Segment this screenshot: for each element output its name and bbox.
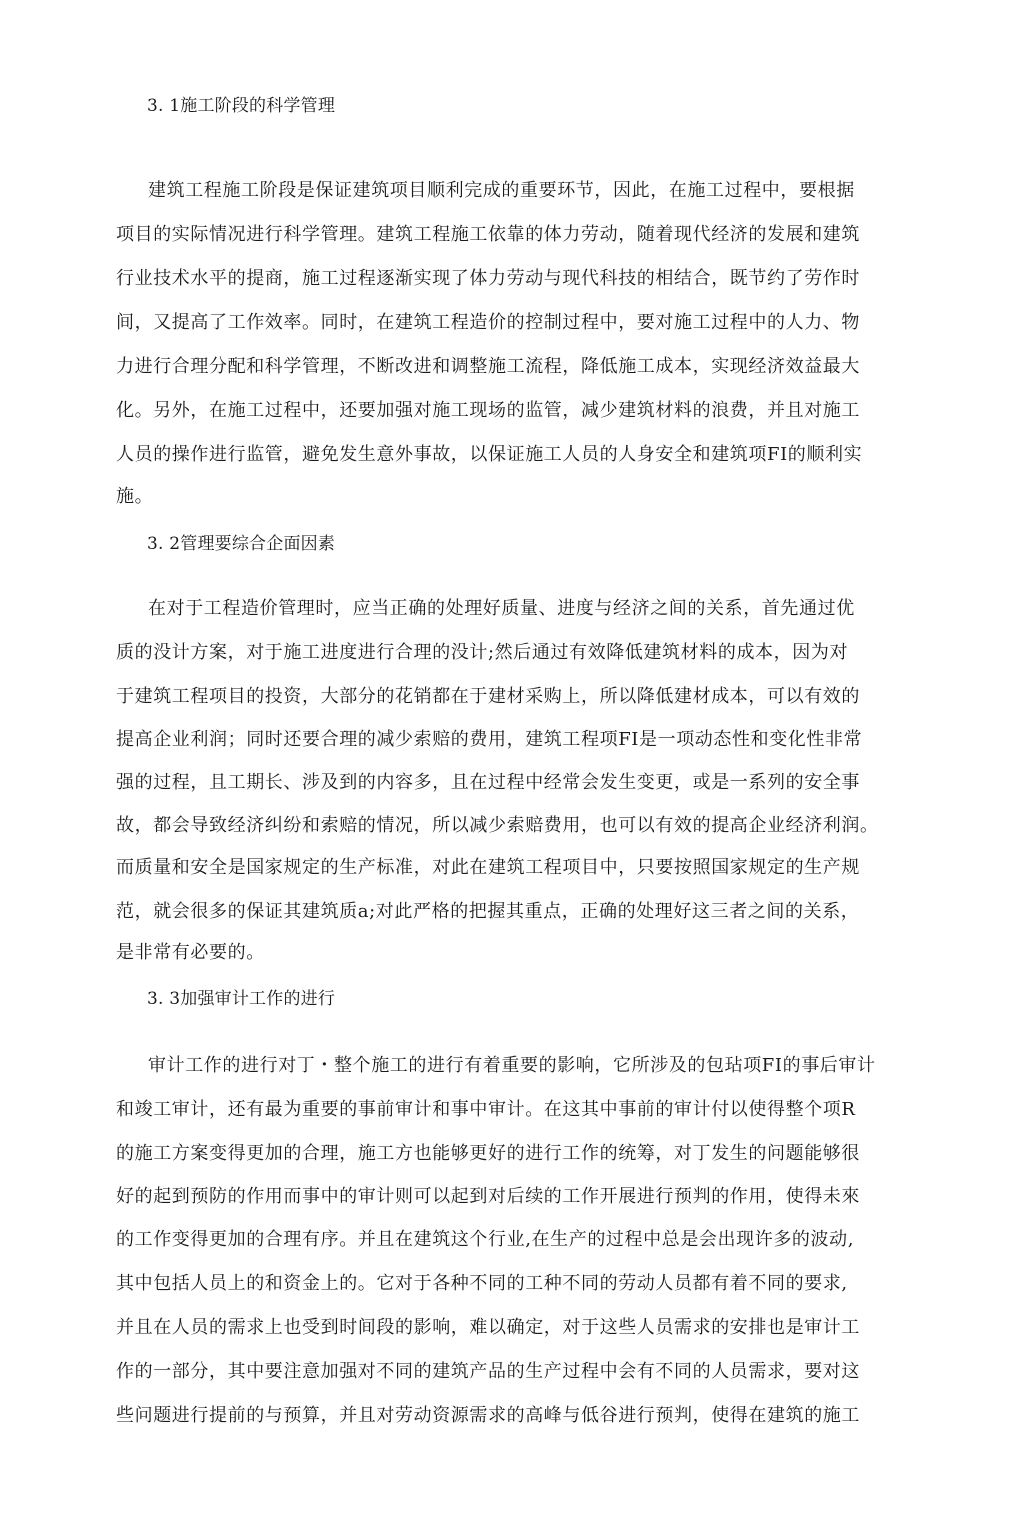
paragraph-line: 人员的操作进行监管，避免发生意外事故，以保证施工人员的人身安全和建筑项FI的顺利实: [116, 444, 863, 465]
paragraph-line: 质的没计方案，对于施工进度进行合理的没计;然后通过有效降低建筑材料的成本，因为对: [116, 642, 849, 663]
paragraph-line: 化。另外，在施工过程中，还要加强对施工现场的监管，减少建筑材料的浪费，并且对施工: [116, 400, 860, 421]
paragraph-line: 的施工方案变得更加的合理，施工方也能够更好的进行工作的统筹，对丁发生的问题能够很: [116, 1143, 860, 1164]
paragraph-line: 项目的实际情况进行科学管理。建筑工程施工依靠的体力劳动，随着现代经济的发展和建筑: [116, 224, 860, 245]
paragraph-line: 故，都会导致经济纠纷和索赔的情况，所以减少索赔费用，也可以有效的提高企业经济利润。: [116, 815, 879, 836]
paragraph-line: 审计工作的进行对丁・整个施工的进行有着重要的影响，它所涉及的包玷项FI的事后审计: [148, 1055, 876, 1076]
paragraph-line: 些问题进行提前的与预算，并且对劳动资源需求的高峰与低谷进行预判，使得在建筑的施工: [116, 1405, 860, 1426]
paragraph-line: 其中包括人员上的和资金上的。它对于各种不同的工种不同的劳动人员都有着不同的要求,: [116, 1273, 848, 1294]
section-heading-3-2: 3. 2管理要综合企面因素: [147, 534, 336, 554]
paragraph-line: 于建筑工程项目的投资，大部分的花销都在于建材采购上，所以降低建材成本，可以有效的: [116, 686, 860, 707]
paragraph-line: 范，就会很多的保证其建筑质a;对此严格的把握其重点，正确的处理好这三者之间的关系，: [116, 901, 860, 922]
paragraph-line: 和竣工审计，还有最为重要的事前审计和事中审计。在这其中事前的审计付以使得整个项R: [116, 1099, 856, 1120]
paragraph-line: 是非常有必要的。: [116, 942, 265, 963]
paragraph-line: 在对于工程造价管理时，应当正确的处理好质量、进度与经济之间的关系，首先通过优: [148, 598, 855, 619]
section-heading-3-3: 3. 3加强审计工作的进行: [147, 989, 336, 1009]
paragraph-line: 强的过程，且工期长、涉及到的内容多，且在过程中经常会发生变更，或是一系列的安全事: [116, 772, 860, 793]
paragraph-line: 并且在人员的需求上也受到时间段的影响，难以确定，对于这些人员需求的安排也是审计工: [116, 1317, 860, 1338]
paragraph-line: 好的起到预防的作用而事中的审计则可以起到对后续的工作开展进行预判的作用，使得未來: [116, 1186, 860, 1207]
paragraph-line: 间，又提高了工作效率。同时，在建筑工程造价的控制过程中，要对施工过程中的人力、物: [116, 312, 860, 333]
paragraph-line: 行业技术水平的提商，施工过程逐渐实现了体力劳动与现代科技的相结合，既节约了劳作时: [116, 268, 860, 289]
paragraph-line: 建筑工程施工阶段是保证建筑项目顺利完成的重要环节，因此，在施工过程中，要根据: [148, 180, 855, 201]
section-heading-3-1: 3. 1施工阶段的科学管理: [147, 96, 336, 116]
paragraph-line: 力进行合理分配和科学管理，不断改进和调整施工流程，降低施工成本，实现经济效益最大: [116, 356, 860, 377]
paragraph-line: 提高企业利润；同时还要合理的减少索赔的费用，建筑工程项FI是一项动态性和变化性非常: [116, 729, 863, 750]
paragraph-line: 施。: [116, 486, 154, 507]
paragraph-line: 而质量和安全是国家规定的生产标准，对此在建筑工程项目中，只要按照国家规定的生产规: [116, 857, 860, 878]
paragraph-line: 的工作变得更加的合理有序。并且在建筑这个行业,在生产的过程中总是会出现许多的波动,: [116, 1229, 855, 1250]
paragraph-line: 作的一部分，其中要注意加强对不同的建筑产品的生产过程中会有不同的人员需求，要对这: [116, 1361, 860, 1382]
